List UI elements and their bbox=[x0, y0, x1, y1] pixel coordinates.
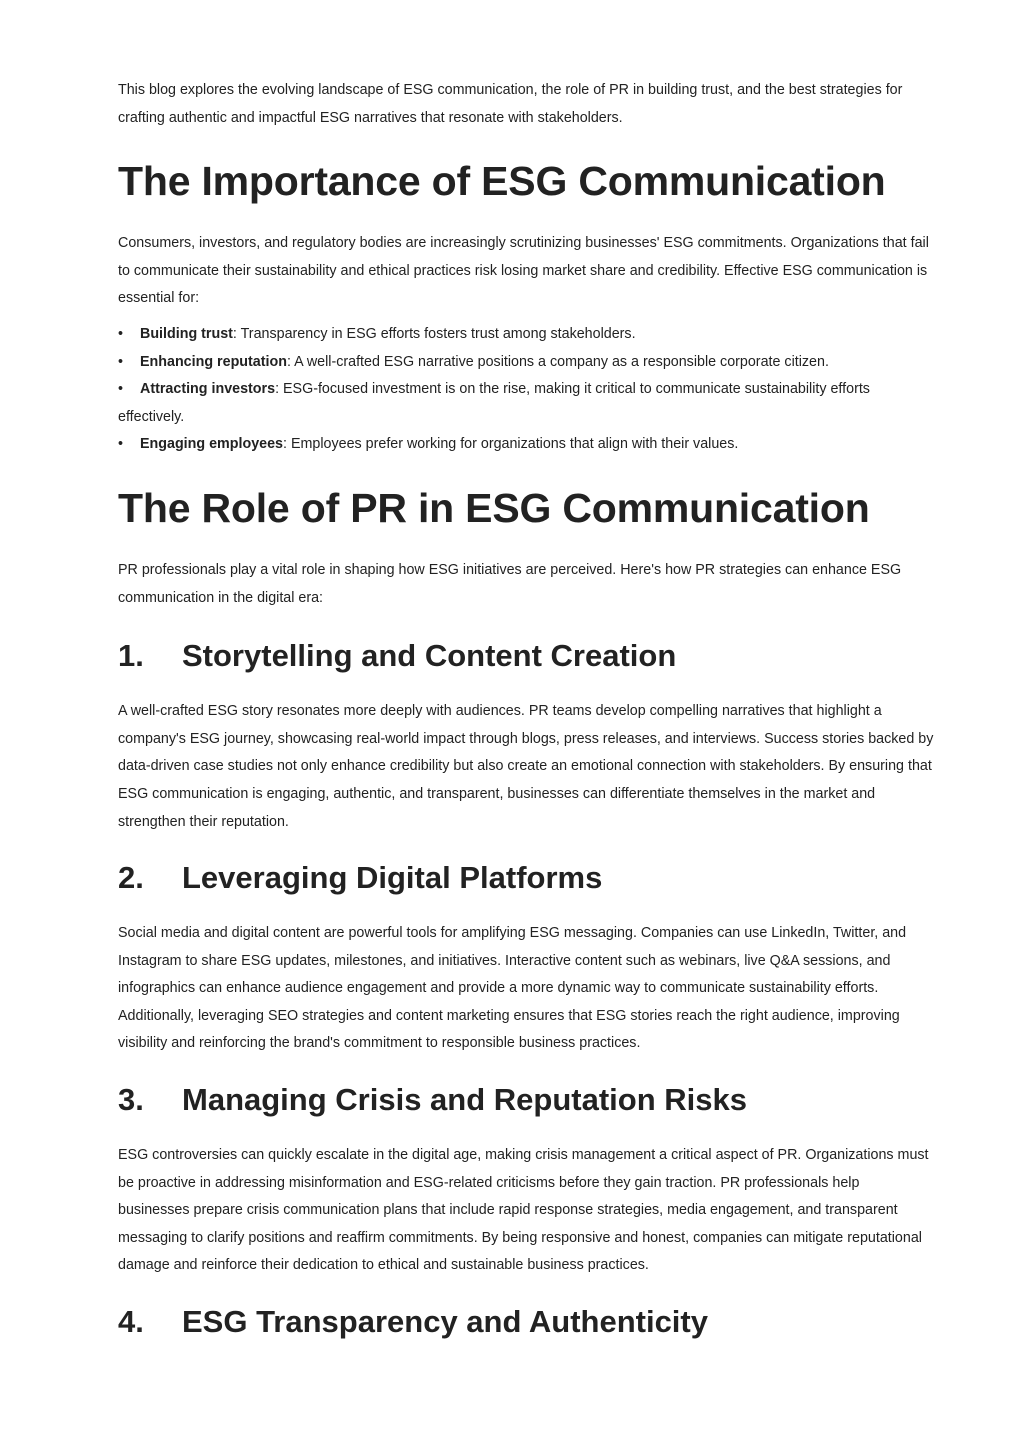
subsection-heading: ESG Transparency and Authenticity bbox=[182, 1304, 708, 1340]
subsection-title-digital-platforms bbox=[118, 858, 934, 898]
list-item bbox=[118, 349, 934, 377]
subsection-number: 3. bbox=[118, 1082, 144, 1118]
bullet-icon: • bbox=[118, 381, 124, 398]
bullet-term: Attracting investors bbox=[140, 381, 276, 398]
section-title-role-of-pr: The Role of PR in ESG Communication bbox=[118, 484, 870, 531]
subsection-heading: Storytelling and Content Creation bbox=[182, 638, 677, 674]
subsection-number: 4. bbox=[118, 1304, 144, 1340]
subsection-title-transparency bbox=[118, 1302, 934, 1342]
bullet-text: : Transparency in ESG efforts fosters trust among stakeholders. bbox=[232, 325, 636, 342]
subsection-title-crisis bbox=[118, 1080, 934, 1120]
bullet-text: : A well-crafted ESG narrative positions a company as a responsible corporate citizen. bbox=[286, 353, 829, 370]
bullet-term: Enhancing reputation bbox=[140, 353, 287, 370]
subsection-heading: Leveraging Digital Platforms bbox=[182, 860, 603, 896]
list-item bbox=[118, 321, 934, 349]
bullet-icon: • bbox=[118, 436, 124, 453]
importance-bullet-list bbox=[118, 321, 934, 459]
bullet-term: Building trust bbox=[140, 325, 233, 342]
section-title-importance: The Importance of ESG Communication bbox=[118, 158, 886, 205]
document-page bbox=[118, 77, 934, 1342]
subsection-heading: Managing Crisis and Reputation Risks bbox=[182, 1082, 747, 1118]
crisis-paragraph: ESG controversies can quickly escalate in the digital age, making crisis management a critical aspect of PR. Organizations must be proactive in addressing misinformation and ESG-related criticisms before they gain traction. PR professionals help businesses prepare crisis communication plans that include rapid response strategies, media engagement, and transparent messaging to clarify positions and reaffirm commitments. By being responsive and honest, companies can mitigate reputational damage and reinforce their dedication to ethical and sustainable business practices. bbox=[118, 1147, 929, 1274]
bullet-icon: • bbox=[118, 325, 124, 342]
intro-paragraph: This blog explores the evolving landscape of ESG communication, the role of PR in building trust, and the best strategies for crafting authentic and impactful ESG narratives that resonate with stakeholders. bbox=[118, 82, 903, 126]
list-item bbox=[118, 431, 934, 459]
list-item bbox=[118, 376, 934, 431]
subsection-number: 2. bbox=[118, 860, 144, 896]
importance-paragraph: Consumers, investors, and regulatory bodies are increasingly scrutinizing businesses' ESG commitments. Organizations that fail to communicate their sustainability and ethical practices risk losing market share and credibility. Effective ESG communication is essential for: bbox=[118, 235, 929, 307]
role-of-pr-paragraph: PR professionals play a vital role in shaping how ESG initiatives are perceived. Here's how PR strategies can enhance ESG communication in the digital era: bbox=[118, 561, 902, 606]
bullet-text: : Employees prefer working for organizations that align with their values. bbox=[283, 436, 739, 453]
bullet-text: : ESG-focused investment is on the rise, making it critical to communicate sustainability efforts effectively. bbox=[118, 381, 870, 425]
storytelling-paragraph: A well-crafted ESG story resonates more deeply with audiences. PR teams develop compelling narratives that highlight a company's ESG journey, showcasing real-world impact through blogs, press releases, and interviews. Success stories backed by data-driven case studies not only enhance credibility but also create an emotional connection with stakeholders. By ensuring that ESG communication is engaging, authentic, and transparent, businesses can differentiate themselves in the market and strengthen their reputation. bbox=[118, 703, 934, 830]
subsection-title-storytelling bbox=[118, 636, 934, 676]
bullet-icon: • bbox=[118, 353, 124, 370]
digital-platforms-paragraph: Social media and digital content are powerful tools for amplifying ESG messaging. Companies can use LinkedIn, Twitter, and Instagram to share ESG updates, milestones, and initiatives. Interactive content such as webinars, live Q&A sessions, and infographics can enhance audience engagement and provide a more dynamic way to communicate sustainability efforts. Additionally, leveraging SEO strategies and content marketing ensures that ESG stories reach the right audience, improving visibility and reinforcing the brand's commitment to responsible business practices. bbox=[118, 925, 907, 1052]
subsection-number: 1. bbox=[118, 638, 144, 674]
bullet-term: Engaging employees bbox=[140, 436, 284, 453]
